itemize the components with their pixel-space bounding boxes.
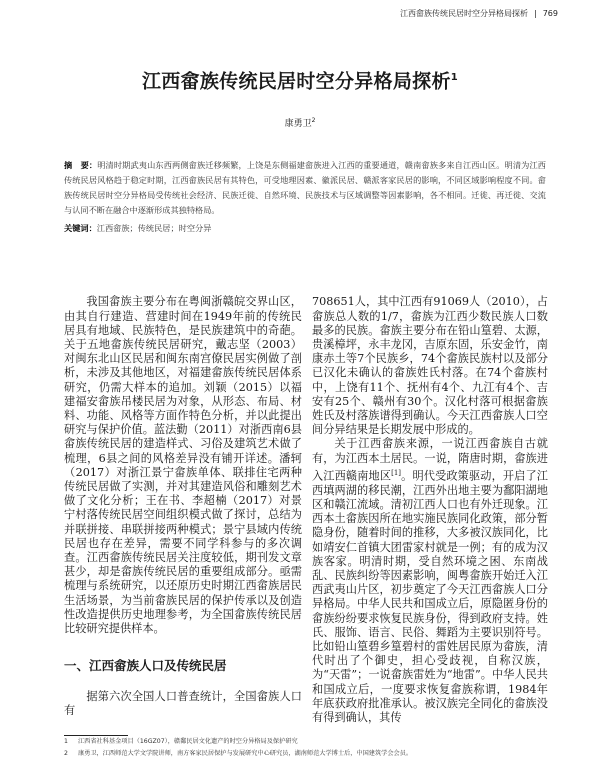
body-paragraph: 708651人，其中江西有91069人（2010），占畲族总人数的1/7，畲族为江西少数民族人口数最多的民族。畲族主要分布在铅山篁碧、太源，贵溪樟坪，永丰龙冈，吉原东固，乐安金竹，南康赤土等7个民族乡，74个畲族民族村以及部分已汉化未确认的畲族姓氏村落。在74个畲族村中，上饶有11个、抚州有4个、九江有4个、吉安有25个、赣州有30个。汉化村落可根据畲族姓氏及村落族谱得到确认。今天江西畲族人口空间分异结果是长期发展中形成的。: [312, 295, 548, 437]
keywords-text: 江西畲族；传统民居；时空分异: [96, 223, 212, 234]
paper-title: [0, 66, 600, 93]
footnote: [64, 748, 548, 760]
running-header-title: 江西畲族传统民居时空分异格局探析: [400, 9, 529, 18]
footnote-text: 康勇卫，江西师范大学文学院讲师，南方客家民居保护与发展研究中心研究员，湖南师范大学博士后，中国建筑学会会员。: [78, 750, 413, 758]
paragraph-text: 关于江西畲族来源，一说江西畲族自古就有，为江西本土居民。一说，隋唐时期，畲族进入江西赣南地区: [312, 437, 548, 483]
keywords-label: 关键词：: [64, 223, 97, 234]
paper-title-text: 江西畲族传统民居时空分异格局探析: [141, 70, 451, 93]
body-paragraph: 我国畲族主要分布在粤闽浙赣皖交界山区，由其自行建造、营建时间在1949年前的传统民居具有地域、民族特色，是民族建筑中的奇葩。关于五地畲族传统民居研究，戴志坚（2003）对闽东北山区民居和闽东南宫僚民居实例做了剖析，未涉及其他地区，对福建畲族传统民居体系研究，仍需大样本的追加。刘颖（2015）以福建福安畲族吊楼民居为对象，从形态、布局、材料、功能、风格等方面作特色分析，并以此提出研究与保护价值。蓝法勤（2011）对浙西南6县畲族传统民居的建造样式、习俗及建筑艺术做了梳理，6县之间的风格差异没有铺开详述。潘轲（2017）对浙江景宁畲族单体、联排住宅两种传统民居做了实测，并对其建造风俗和雕刻艺术做了文化分析；王在书、李超楠（2017）对景宁村落传统民居空间组织模式做了探讨，总结为并联拼接、串联拼接两种模式；景宁县域内传统民居也存在差异，需要不同学科参与的多次调查。江西畲族传统民居关注度较低，期刊发文章甚少，却是畲族传统民居的重要组成部分。亟需梳理与系统研究，以还原历史时期江西畲族居民生活场景，为当前畲族民居的保护传承以及创造性改造提供历史地理参考，为全国畲族传统民居比较研究提供样本。: [64, 295, 302, 635]
body-paragraph: 据第六次全国人口普查统计，全国畲族人口有: [64, 690, 302, 718]
left-column: [64, 295, 302, 718]
body-columns: [64, 295, 548, 725]
author: [0, 115, 600, 130]
abstract-text: 明清时期武夷山东西两侧畲族迁移频繁，上饶是东侧福建畲族进入江西的重要通道，赣南畲族多来自江西山区。明清为江西传统民居风格趋于稳定时期，江西畲族民居有其特色，可受地理因素、徽派民居、赣派客家民居的影响，不同区域影响程度不同。畲族传统民居时空分异格局受传统社会经济、民族迁徙、自然环境、民族技术与区域调整等因素影响，各不相同。迁徙、再迁徙、交流与认同不断在融合中逐渐形成其独特格局。: [64, 160, 546, 216]
abstract: [64, 158, 546, 218]
footnote-text: 江西省社科基金项目（16GZ07），赣鄱民居文化遗产的时空分异格局及保护研究: [78, 738, 298, 746]
running-header-separator: |: [534, 9, 537, 18]
footnote: [64, 736, 548, 748]
keywords: [64, 222, 546, 235]
running-header: [64, 8, 558, 20]
body-paragraph: [312, 437, 548, 725]
footnote-number: 2: [64, 750, 68, 758]
page-number: 769: [542, 9, 558, 18]
author-footnote-marker: 2: [311, 117, 316, 125]
abstract-label: 摘 要：: [64, 160, 98, 171]
paragraph-text: 。明代受政策驱动，开启了江西填两湖的移民潮，江西外出地主要为鄱阳湖地区和赣江流域。清初江西人口也有外迁现象。江西本土畲族因所在地实施民族同化政策，部分暂隐身份，随着时间的推移，大多被汉族同化，比如靖安仁首镇大团雷家村就是一例；有的成为汉族客家。明清时期，受自然环境之困、东南战乱、民族纠纷等因素影响，闽粤畲族开始迁入江西武夷山片区，初步奠定了今天江西畲族人口分异格局。中华人民共和国成立后，原隐匿身份的畲族纷纷要求恢复民族身份，得到政府支持。姓氏、服饰、语言、民俗、舞蹈为主要识别符号。比如铅山篁碧乡篁碧村的雷姓居民原为畲族，清代时出了个御史，担心受歧视，自称汉族，为“天雷”；一说畲族雷姓为“地雷”。中华人民共和国成立后，一度要求恢复畲族称谓，1984年年底获政府批准承认。被汉族完全同化的畲族没有得到确认，其传: [312, 469, 548, 724]
citation-link[interactable]: [1]: [391, 468, 402, 477]
footnote-number: 1: [64, 738, 68, 746]
right-column: [312, 295, 548, 725]
section-heading: 一、江西畲族人口及传统民居: [64, 658, 227, 674]
title-footnote-marker: 1: [450, 72, 459, 83]
author-name: 康勇卫: [284, 119, 312, 130]
